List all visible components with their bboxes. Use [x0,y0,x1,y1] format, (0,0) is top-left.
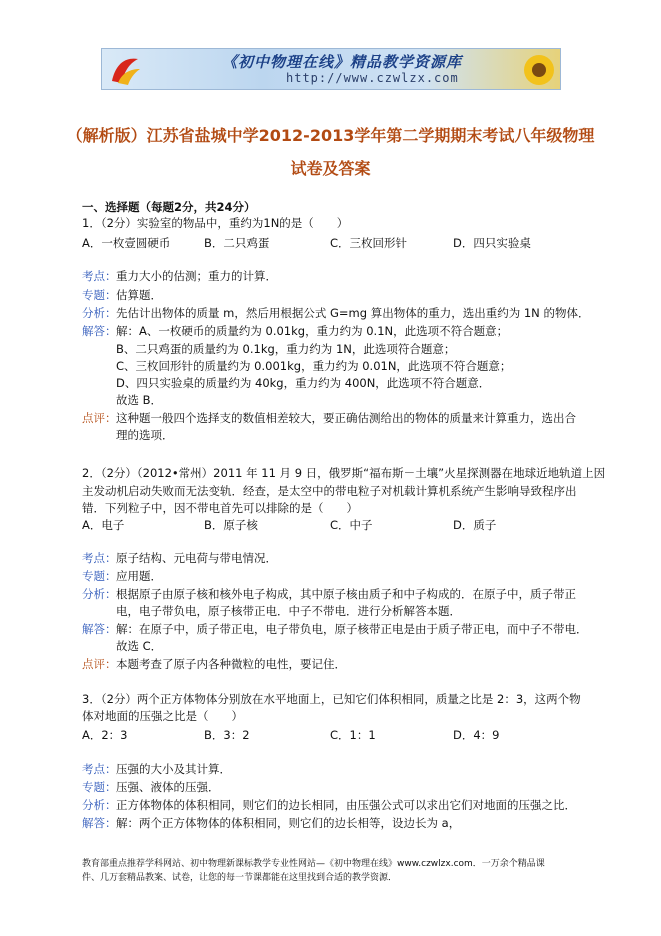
banner-url[interactable]: http://www.czwlzx.com [286,71,459,85]
q2-stem-line: 主发动机启动失败而无法变轨．经查，是太空中的带电粒子对机载计算机系统产生影响导致程序出 [82,484,577,498]
q2-option-b: B．原子核 [204,518,258,532]
q2-jieda-line: 解：在原子中，质子带正电，电子带负电，原子核带正电是由于质子带正电，而中子不带电． [116,622,588,636]
q3-fenxi-label: 分析： [82,798,117,812]
q2-dianping-text: 本题考查了原子内各种微粒的电性，要记住． [116,657,346,671]
q1-fenxi-label: 分析： [82,306,117,320]
q3-kaodian-label: 考点： [82,762,117,776]
q2-zhuanti-text: 应用题． [116,569,162,583]
q1-option-b: B．二只鸡蛋 [204,236,270,250]
q2-kaodian-text: 原子结构、元电荷与带电情况． [116,551,277,565]
q1-jieda-line: D、四只实验桌的质量约为 40kg，重力约为 400N，此选项不符合题意． [116,376,491,390]
q3-jieda-text: 解：两个正方体物体的体积相同，则它们的边长相等，设边长为 a， [116,816,461,830]
q1-fenxi-text: 先估计出物体的质量 m，然后用根据公式 G=mg 算出物体的重力，选出重约为 1N 的物体． [116,306,590,320]
q2-option-c: C．中子 [330,518,373,532]
q2-stem-line: 2．（2分）（2012•常州）2011 年 11 月 9 日，俄罗斯“福布斯－土壤”火星探测器在地球近地轨道上因 [82,466,606,480]
footer-line: 件、几万套精品教案、试卷，让您的每一节课都能在这里找到合适的教学资源． [82,873,398,883]
q1-zhuanti-text: 估算题． [116,288,162,302]
q2-dianping-label: 点评： [82,657,117,671]
q1-jieda-line: B、二只鸡蛋的质量约为 0.1kg，重力约为 1N，此选项符合题意； [116,342,456,356]
q1-jieda-line: 故选 B． [116,393,163,407]
q1-jieda-line: C、三枚回形针的质量约为 0.001kg，重力约为 0.01N，此选项不符合题意； [116,359,512,373]
q1-kaodian-label: 考点： [82,269,117,283]
section-heading: 一、选择题（每题2分，共24分） [82,200,256,214]
q3-fenxi-text: 正方体物体的体积相同，则它们的边长相同，由压强公式可以求出它们对地面的压强之比． [116,798,576,812]
q3-stem-line: 体对地面的压强之比是（ ） [82,709,243,723]
q2-zhuanti-label: 专题： [82,569,117,583]
q1-dianping-line: 理的选项． [116,428,174,442]
q3-option-b: B．3：2 [204,728,250,742]
q1-dianping-line: 这种题一般四个选择支的数值相差较大，要正确估测给出的物体的质量来计算重力，选出合 [116,411,576,425]
q3-stem-line: 3．（2分）两个正方体物体分别放在水平地面上，已知它们体积相同，质量之比是 2：3，这两个物 [82,692,581,706]
q2-kaodian-label: 考点： [82,551,117,565]
header-banner [101,48,561,90]
footer-line: 教育部重点推荐学科网站、初中物理新课标教学专业性网站—《初中物理在线》www.czwlzx.com．一万余个精品课 [82,859,545,869]
q2-option-a: A．电子 [82,518,125,532]
q2-fenxi-line: 电，电子带负电，原子核带正电．中子不带电．进行分析解答本题． [116,604,461,618]
q3-zhuanti-label: 专题： [82,780,117,794]
q2-jieda-line: 故选 C． [116,639,163,653]
q1-jieda-label: 解答： [82,324,117,338]
sunflower-icon [520,51,558,89]
q2-stem-line: 错．下列粒子中，因不带电首先可以排除的是（ ） [82,501,358,515]
q2-fenxi-label: 分析： [82,587,117,601]
q1-option-c: C．三枚回形针 [330,236,408,250]
q1-option-a: A．一枚壹圆硬币 [82,236,171,250]
banner-title: 《初中物理在线》精品教学资源库 [222,53,463,71]
q3-option-a: A．2：3 [82,728,128,742]
site-logo-icon [108,53,144,87]
q3-jieda-label: 解答： [82,816,117,830]
q2-fenxi-line: 根据原子由原子核和核外电子构成，其中原子核由质子和中子构成的．在原子中，质子带正 [116,587,576,601]
q1-jieda-line: 解：A、一枚硬币的质量约为 0.01kg，重力约为 0.1N，此选项不符合题意； [116,324,509,338]
q1-option-d: D．四只实验桌 [453,236,531,250]
q3-option-d: D．4：9 [453,728,500,742]
q3-option-c: C．1：1 [330,728,376,742]
q1-dianping-label: 点评： [82,411,117,425]
document-title: （解析版）江苏省盐城中学2012-2013学年第二学期期末考试八年级物理 [66,126,595,145]
q2-jieda-label: 解答： [82,622,117,636]
q3-kaodian-text: 压强的大小及其计算． [116,762,231,776]
q3-zhuanti-text: 压强、液体的压强． [116,780,220,794]
q1-kaodian-text: 重力大小的估测；重力的计算． [116,269,277,283]
document-title-line2: 试卷及答案 [290,159,371,178]
q2-option-d: D．质子 [453,518,497,532]
q1-zhuanti-label: 专题： [82,288,117,302]
q1-stem: 1．（2分）实验室的物品中，重约为1N的是（ ） [82,216,349,230]
